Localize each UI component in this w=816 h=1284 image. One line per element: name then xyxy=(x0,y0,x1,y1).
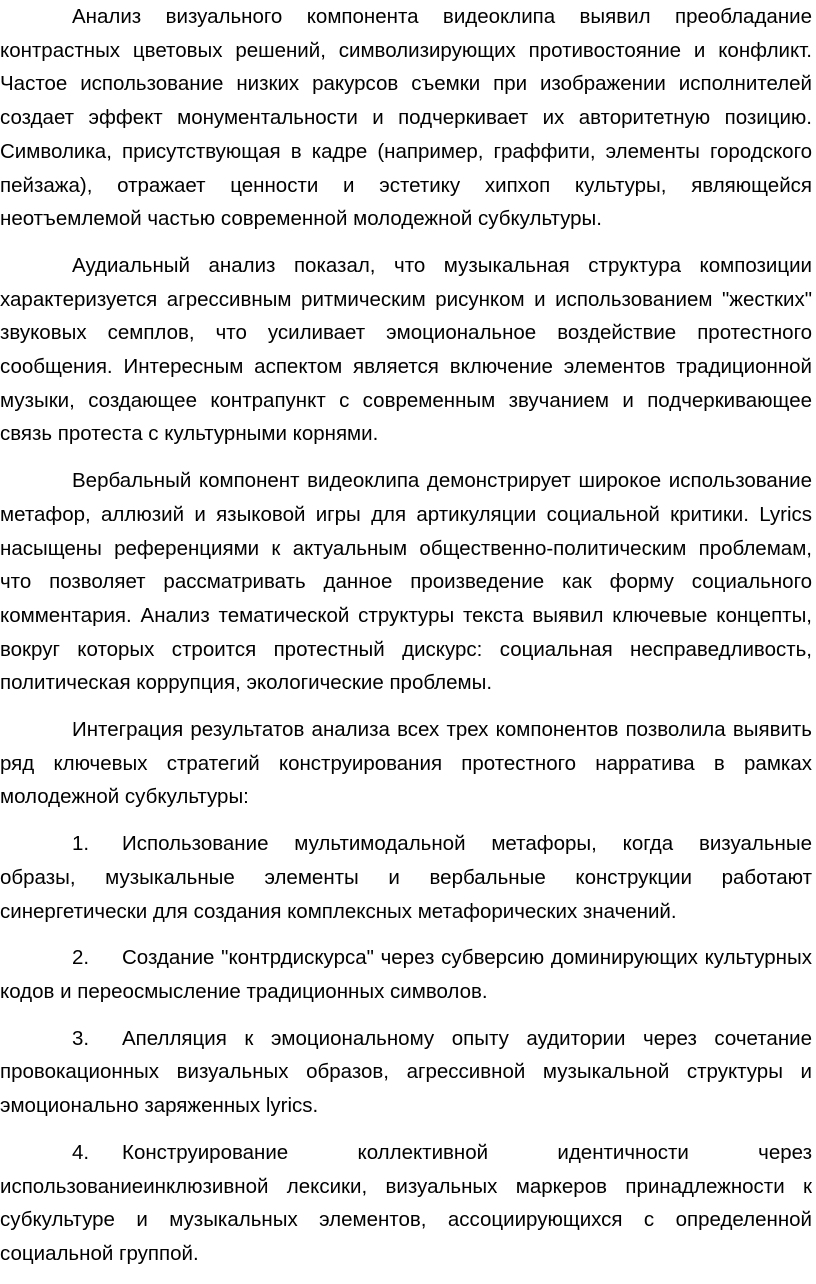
list-item-number: 4. xyxy=(72,1140,90,1164)
list-item xyxy=(0,827,812,928)
paragraph-integration: Интеграция результатов анализа всех трех компонентов позволила выявить ряд ключевых стратегий конструирования протестного нарратива в рамках молодежной субкультуры: xyxy=(0,718,812,809)
paragraph-visual-analysis: Анализ визуального компонента видеоклипа выявил преобладание контрастных цветовых решений, символизирующих противостояние и конфликт. Частое использование низких ракурсов съемки при изображении исполнителей создает эффект монументальности и подчеркивает их авторитетную позицию. Символика, присутствующая в кадре (например, граффити, элементы городского пейзажа), отражает ценности и эстетику хипхоп культуры, являющейся неотъемлемой частью современной молодежной субкультуры. xyxy=(0,5,812,231)
list-item-text: Конструирование коллективной идентичности через использованиеинклюзивной лексики, визуальных маркеров принадлежности к субкультуре и музыкальных элементов, ассоциирующихся с определенной социальной группой. xyxy=(0,1140,812,1265)
paragraph-audio-analysis: Аудиальный анализ показал, что музыкальная структура композиции характеризуется агрессивным ритмическим рисунком и использованием "жестких" звуковых семплов, что усиливает эмоциональное воздействие протестного сообщения. Интересным аспектом является включение элементов традиционной музыки, создающее контрапункт с современным звучанием и подчеркивающее связь протеста с культурными корнями. xyxy=(0,253,812,446)
list-item-number: 2. xyxy=(72,946,90,970)
list-item xyxy=(0,941,812,1008)
list-item-text: Апелляция к эмоциональному опыту аудитории через сочетание провокационных визуальных образов, агрессивной музыкальной структуры и эмоционально заряженных lyrics. xyxy=(0,1026,812,1118)
paragraph-verbal-analysis: Вербальный компонент видеоклипа демонстрирует широкое использование метафор, аллюзий и языковой игры для артикуляции социальной критики. Lyrics насыщены референциями к актуальным общественно-политическим проблемам, что позволяет рассматривать данное произведение как форму социального комментария. Анализ тематической структуры текста выявил ключевые концепты, вокруг которых строится протестный дискурс: социальная несправедливость, политическая коррупция, экологические проблемы. xyxy=(0,469,812,695)
list-item-text: Использование мультимодальной метафоры, когда визуальные образы, музыкальные элементы и вербальные конструкции работают синергетически для создания комплексных метафорических значений. xyxy=(0,832,812,923)
list-item-number: 1. xyxy=(72,832,90,856)
list-item-text: Создание "контрдискурса" через субверсию доминирующих культурных кодов и переосмысление традиционных символов. xyxy=(0,946,812,1003)
list-item-number: 3. xyxy=(72,1026,90,1050)
list-item xyxy=(0,1022,812,1123)
list-item xyxy=(0,1136,812,1271)
